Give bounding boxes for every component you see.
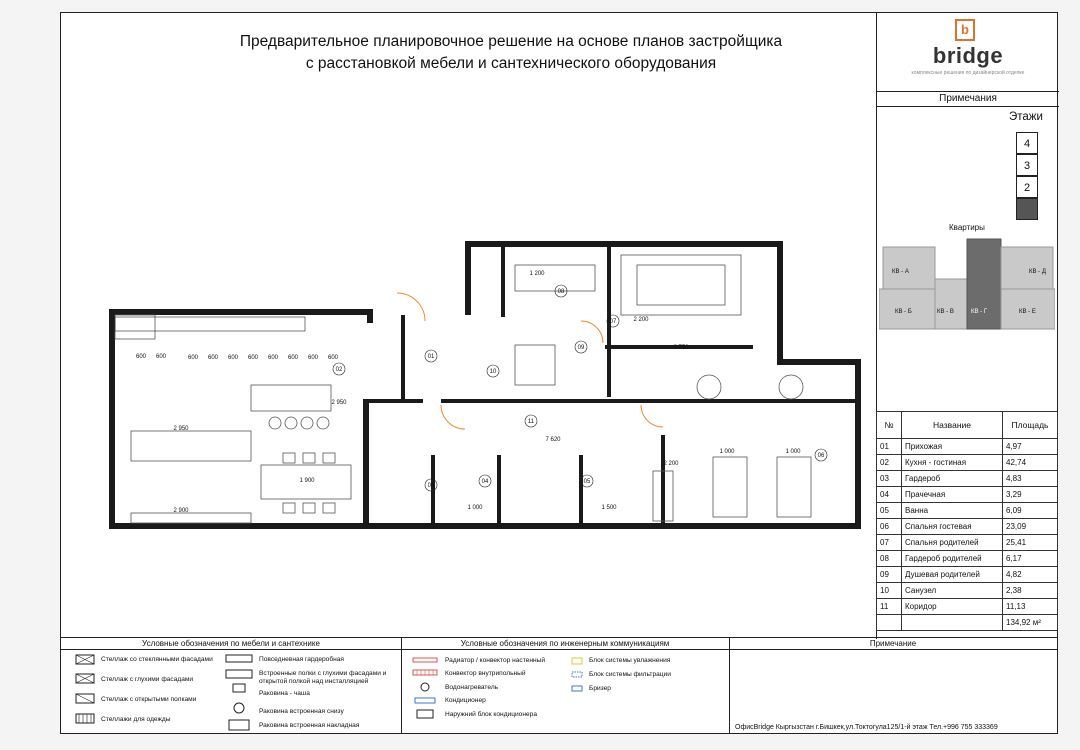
- door-swings: [397, 293, 663, 429]
- room-number: 07: [877, 535, 902, 551]
- dimension-label: 1 000: [467, 505, 483, 511]
- title-line-2: с расстановкой мебели и сантехнического оборудования: [305, 55, 717, 72]
- room-label-09: 09: [577, 345, 585, 351]
- legend-water-heater: Водонагреватель: [445, 684, 499, 691]
- dimension-label: 3 750: [673, 345, 689, 351]
- dimension-label: 600: [155, 354, 167, 360]
- legend-open-shelving: Стеллаж с открытыми полками: [101, 696, 197, 703]
- legend-vessel-sink: Раковина - чаша: [259, 690, 310, 697]
- cabinet-label: 600: [247, 355, 259, 361]
- room-name: Душевая родителей: [902, 567, 1003, 583]
- legend-clothes-racks: Стеллажи для одежды: [101, 716, 171, 723]
- room-area: 6,09: [1003, 503, 1058, 519]
- room-number: 11: [877, 599, 902, 615]
- engineering-legend-swatches-2: [571, 656, 585, 700]
- dimension-label: 7 620: [545, 437, 561, 443]
- col-number: №: [877, 412, 902, 439]
- dimension-label: 2 200: [663, 461, 679, 467]
- room-name: Спальня родителей: [902, 535, 1003, 551]
- cabinet-label: 600: [307, 355, 319, 361]
- floor-plan: [101, 225, 861, 535]
- table-row: [877, 503, 1058, 519]
- room-name: Ванна: [902, 503, 1003, 519]
- room-table-header: [877, 412, 1058, 439]
- dimension-label: 1 200: [529, 271, 545, 277]
- table-row: [877, 439, 1058, 455]
- room-name: Прачечная: [902, 487, 1003, 503]
- room-name: Прихожая: [902, 439, 1003, 455]
- room-number: 06: [877, 519, 902, 535]
- floors-title: Этажи: [1009, 111, 1043, 123]
- table-row: [877, 471, 1058, 487]
- room-name: Коридор: [902, 599, 1003, 615]
- furniture-legend: [61, 638, 402, 734]
- room-area: 42,74: [1003, 455, 1058, 471]
- apt-d-shape[interactable]: [1001, 247, 1053, 289]
- room-area: 23,09: [1003, 519, 1058, 535]
- room-area: 2,38: [1003, 583, 1058, 599]
- apt-label-b: КВ - Б: [895, 309, 912, 315]
- kitchen-cabinets: [115, 317, 305, 331]
- cabinet-module-labels: [188, 355, 339, 361]
- room-area-table: [876, 411, 1058, 631]
- legend-area: [61, 637, 1057, 735]
- table-row: [877, 535, 1058, 551]
- room-label-06: 06: [817, 453, 825, 459]
- cabinet-label: 600: [327, 355, 339, 361]
- room-number: 02: [877, 455, 902, 471]
- cabinet-label: 600: [267, 355, 279, 361]
- exterior-walls: [109, 241, 861, 529]
- legend-humidifier: Блок системы увлажнения: [589, 657, 671, 664]
- furniture-legend-swatches: [75, 654, 95, 734]
- table-row: [877, 519, 1058, 535]
- room-area: 4,82: [1003, 567, 1058, 583]
- room-label-11: 11: [527, 419, 535, 425]
- room-name: Кухня - гостиная: [902, 455, 1003, 471]
- notes-legend-title: Примечание: [729, 638, 1057, 650]
- apartments-keyplan: [879, 233, 1055, 331]
- logo-name: bridge: [932, 43, 1004, 68]
- cabinet-label: 600: [187, 355, 199, 361]
- cabinet-label: 600: [287, 355, 299, 361]
- legend-glass-shelving: Стеллаж со стеклянными фасадами: [101, 656, 213, 663]
- room-label-01: 01: [427, 354, 435, 360]
- room-name: Санузел: [902, 583, 1003, 599]
- legend-undermount-sink: Раковина встроенная снизу: [259, 708, 344, 715]
- legend-closed-shelving: Стеллаж с глухими фасадами: [101, 676, 194, 683]
- apt-label-g: КВ - Г: [971, 309, 988, 315]
- table-total-row: [877, 615, 1058, 631]
- room-number: 08: [877, 551, 902, 567]
- room-name: Гардероб: [902, 471, 1003, 487]
- plan-title: [181, 31, 841, 75]
- dimension-label: 2 950: [331, 400, 347, 406]
- legend-radiator: Радиатор / конвектор настенный: [445, 657, 546, 664]
- apt-a-shape[interactable]: [883, 247, 935, 289]
- floor-3[interactable]: 3: [1016, 154, 1038, 176]
- room-area: 25,41: [1003, 535, 1058, 551]
- dimension-label: 1 500: [601, 505, 617, 511]
- legend-daily-wardrobe: Повседневная гардеробная: [259, 656, 344, 663]
- floor-4[interactable]: 4: [1016, 132, 1038, 154]
- apt-g-shape[interactable]: [967, 239, 1001, 329]
- room-label-08: 08: [557, 289, 565, 295]
- col-name: Название: [902, 412, 1003, 439]
- room-label-10: 10: [489, 369, 497, 375]
- legend-breather: Бризер: [589, 685, 611, 692]
- dimension-label: 1 900: [299, 478, 315, 484]
- room-number: 01: [877, 439, 902, 455]
- bridge-logo-icon: b: [955, 19, 975, 41]
- drawing-sheet: [60, 12, 1058, 734]
- legend-air-conditioner: Кондиционер: [445, 697, 486, 704]
- room-area: 4,97: [1003, 439, 1058, 455]
- furniture-legend-title: Условные обозначения по мебели и сантехнике: [61, 638, 401, 650]
- floor-2[interactable]: 2: [1016, 176, 1038, 198]
- total-area: 134,92 м²: [1003, 615, 1058, 631]
- title-line-1: Предварительное планировочное решение на основе планов застройщика: [239, 33, 783, 50]
- room-label-07: 07: [609, 319, 617, 325]
- table-row: [877, 551, 1058, 567]
- engineering-legend-title: Условные обозначения по инженерным коммуникациям: [401, 638, 729, 650]
- legend-floor-convector: Конвектор внутрипольный: [445, 670, 526, 677]
- legend-overmount-sink: Раковина встроенная накладная: [259, 722, 360, 729]
- floor-1-active[interactable]: 1: [1016, 198, 1038, 220]
- furniture: [115, 255, 811, 523]
- dimension-label: 600: [135, 354, 147, 360]
- room-area: 3,29: [1003, 487, 1058, 503]
- apt-label-e: КВ - Е: [1019, 309, 1036, 315]
- table-row: [877, 487, 1058, 503]
- logo-tagline: комплексные решения по дизайнерской отделке: [911, 70, 1025, 76]
- dimension-label: 1 000: [719, 449, 735, 455]
- apt-label-v: КВ - В: [937, 309, 954, 315]
- legend-built-in-shelves: Встроенные полки с глухими фасадами и открытой полкой над инсталляцией: [259, 670, 387, 685]
- apt-label-d: КВ - Д: [1029, 269, 1046, 275]
- room-number: 05: [877, 503, 902, 519]
- col-area: Площадь: [1003, 412, 1058, 439]
- table-row: [877, 567, 1058, 583]
- apartments-title: Квартиры: [949, 223, 985, 232]
- office-contacts: ОфисBridge Кыргызстан г.Бишкек,ул.Токтогула125/1-й этаж Тел.+996 755 333369: [735, 724, 998, 731]
- table-row: [877, 583, 1058, 599]
- table-row: [877, 455, 1058, 471]
- apt-label-a: КВ - А: [892, 269, 909, 275]
- room-number: 09: [877, 567, 902, 583]
- dimension-label: 2 900: [173, 508, 189, 514]
- dimension-label: 2 950: [173, 426, 189, 432]
- room-area: 11,13: [1003, 599, 1058, 615]
- room-number: 10: [877, 583, 902, 599]
- engineering-legend-swatches: [411, 656, 441, 734]
- notes-legend: [729, 638, 1057, 734]
- room-area: 6,17: [1003, 551, 1058, 567]
- legend-filter-unit: Блок системы фильтрации: [589, 671, 671, 678]
- room-label-02: 02: [335, 367, 343, 373]
- legend-outdoor-unit: Наружний блок кондиционера: [445, 711, 537, 718]
- engineering-legend: [401, 638, 730, 734]
- dimension-label: 2 200: [633, 317, 649, 323]
- apt-v-shape[interactable]: [935, 279, 967, 329]
- room-name: Гардероб родителей: [902, 551, 1003, 567]
- notes-header: Примечания: [876, 91, 1059, 107]
- dimension-label: 1 000: [785, 449, 801, 455]
- logo-block: [876, 13, 1059, 92]
- room-label-04: 04: [481, 479, 489, 485]
- room-area: 4,83: [1003, 471, 1058, 487]
- room-label-03: 03: [427, 483, 435, 489]
- cabinet-label: 600: [207, 355, 219, 361]
- table-row: [877, 599, 1058, 615]
- cabinet-label: 600: [227, 355, 239, 361]
- room-name: Спальня гостевая: [902, 519, 1003, 535]
- room-number: 04: [877, 487, 902, 503]
- room-label-05: 05: [583, 479, 591, 485]
- furniture-legend-swatches-2: [225, 654, 255, 734]
- room-number: 03: [877, 471, 902, 487]
